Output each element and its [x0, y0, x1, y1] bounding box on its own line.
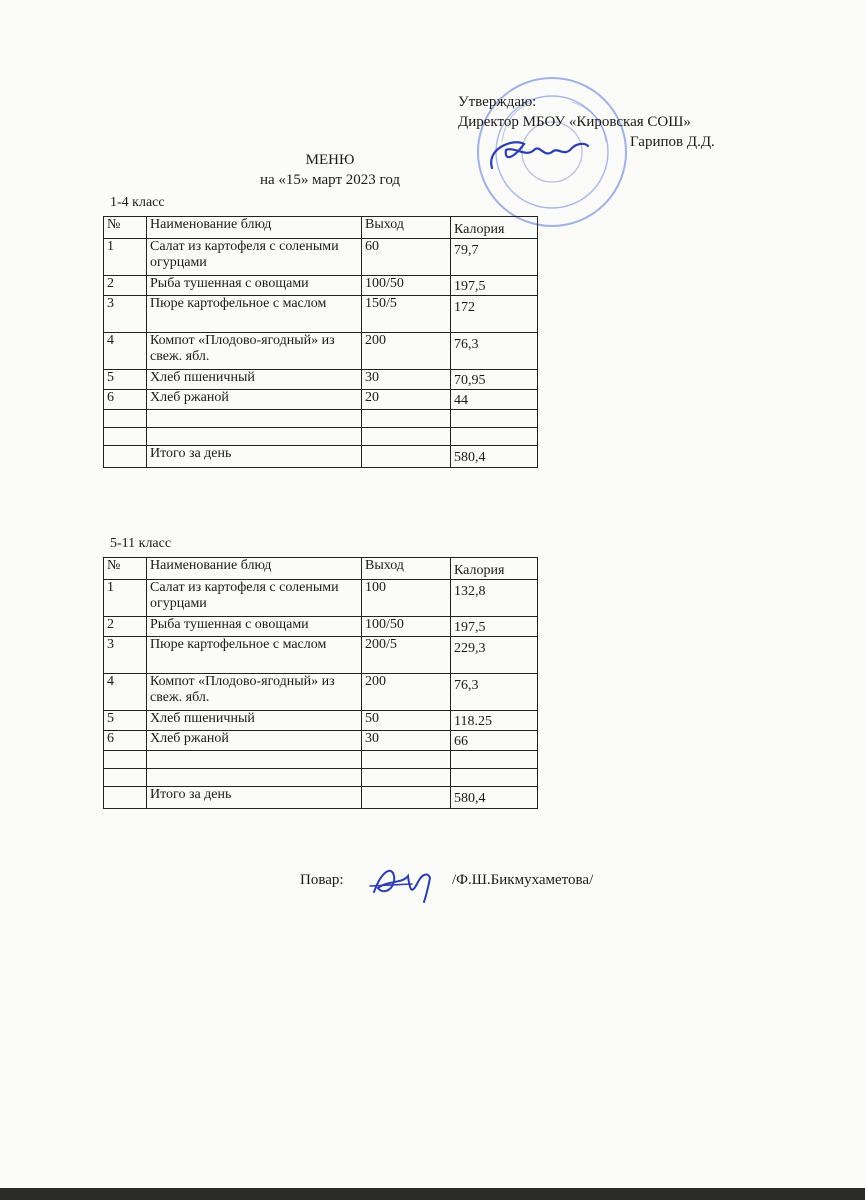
menu-table-5-11 — [103, 557, 538, 809]
header-num: № — [104, 217, 147, 239]
row-name: Хлеб ржаной — [147, 731, 362, 751]
table-row-empty — [104, 410, 538, 428]
row-num: 6 — [104, 731, 147, 751]
total-label: Итого за день — [147, 446, 362, 468]
row-name — [147, 410, 362, 428]
row-output — [362, 410, 451, 428]
row-num — [104, 751, 147, 769]
row-cal: 118.25 — [451, 711, 538, 731]
row-cal — [451, 769, 538, 787]
approval-director-name: Гарипов Д.Д. — [630, 134, 715, 150]
grade-label-5-11: 5-11 класс — [110, 536, 172, 551]
row-num — [104, 769, 147, 787]
row-name — [147, 769, 362, 787]
row-name: Пюре картофельное с маслом — [147, 296, 362, 333]
row-name: Рыба тушенная с овощами — [147, 617, 362, 637]
total-num — [104, 787, 147, 809]
row-num: 4 — [104, 674, 147, 711]
row-num: 1 — [104, 580, 147, 617]
table-row — [104, 580, 538, 617]
table-row — [104, 296, 538, 333]
cook-signature — [368, 862, 446, 904]
table-total-row — [104, 446, 538, 468]
row-num: 3 — [104, 637, 147, 674]
row-output — [362, 751, 451, 769]
table-row — [104, 674, 538, 711]
total-value: 580,4 — [451, 446, 538, 468]
row-output: 30 — [362, 731, 451, 751]
table-row — [104, 333, 538, 370]
row-name — [147, 428, 362, 446]
grade-label-1-4: 1-4 класс — [110, 195, 165, 210]
row-cal — [451, 410, 538, 428]
row-output: 200 — [362, 674, 451, 711]
row-num: 5 — [104, 711, 147, 731]
header-name: Наименование блюд — [147, 217, 362, 239]
row-cal: 70,95 — [451, 370, 538, 390]
approval-block — [458, 92, 715, 152]
table-row — [104, 617, 538, 637]
menu-table-1-4 — [103, 216, 538, 468]
total-value: 580,4 — [451, 787, 538, 809]
row-output: 150/5 — [362, 296, 451, 333]
row-name: Компот «Плодово-ягодный» из свеж. ябл. — [147, 674, 362, 711]
total-output — [362, 446, 451, 468]
table-total-row — [104, 787, 538, 809]
row-cal — [451, 751, 538, 769]
approval-line2: Директор МБОУ «Кировская СОШ» — [458, 114, 691, 130]
header-cal: Калория — [451, 217, 538, 239]
row-name: Рыба тушенная с овощами — [147, 276, 362, 296]
row-output: 200 — [362, 333, 451, 370]
row-cal: 132,8 — [451, 580, 538, 617]
row-num: 6 — [104, 390, 147, 410]
header-num: № — [104, 558, 147, 580]
page-title — [200, 150, 460, 190]
row-cal: 66 — [451, 731, 538, 751]
row-num: 2 — [104, 276, 147, 296]
row-name: Салат из картофеля с солеными огурцами — [147, 239, 362, 276]
header-output: Выход — [362, 558, 451, 580]
header-output: Выход — [362, 217, 451, 239]
row-name: Пюре картофельное с маслом — [147, 637, 362, 674]
total-output — [362, 787, 451, 809]
total-num — [104, 446, 147, 468]
row-name: Хлеб пшеничный — [147, 711, 362, 731]
row-output: 60 — [362, 239, 451, 276]
table-row — [104, 637, 538, 674]
header-name: Наименование блюд — [147, 558, 362, 580]
row-name: Хлеб ржаной — [147, 390, 362, 410]
row-num: 4 — [104, 333, 147, 370]
total-label: Итого за день — [147, 787, 362, 809]
table-header — [104, 558, 538, 580]
table-row — [104, 390, 538, 410]
row-output: 100/50 — [362, 617, 451, 637]
table-row — [104, 370, 538, 390]
table-row — [104, 731, 538, 751]
row-cal: 229,3 — [451, 637, 538, 674]
row-name: Салат из картофеля с солеными огурцами — [147, 580, 362, 617]
row-output — [362, 428, 451, 446]
row-num — [104, 428, 147, 446]
row-name — [147, 751, 362, 769]
row-cal: 197,5 — [451, 276, 538, 296]
table-row-empty — [104, 751, 538, 769]
scan-edge — [0, 1188, 865, 1200]
row-cal: 79,7 — [451, 239, 538, 276]
row-name: Компот «Плодово-ягодный» из свеж. ябл. — [147, 333, 362, 370]
row-num: 1 — [104, 239, 147, 276]
row-cal: 76,3 — [451, 674, 538, 711]
row-cal — [451, 428, 538, 446]
row-name: Хлеб пшеничный — [147, 370, 362, 390]
row-output — [362, 769, 451, 787]
row-output: 50 — [362, 711, 451, 731]
cook-label: Повар: — [300, 872, 344, 888]
approval-line1: Утверждаю: — [458, 94, 537, 110]
table-header — [104, 217, 538, 239]
row-num: 2 — [104, 617, 147, 637]
table-row — [104, 276, 538, 296]
row-output: 200/5 — [362, 637, 451, 674]
table-row-empty — [104, 769, 538, 787]
table-row — [104, 711, 538, 731]
row-cal: 76,3 — [451, 333, 538, 370]
row-num — [104, 410, 147, 428]
title-menu: МЕНЮ — [305, 152, 355, 168]
header-cal: Калория — [451, 558, 538, 580]
row-cal: 197,5 — [451, 617, 538, 637]
cook-name: /Ф.Ш.Бикмухаметова/ — [452, 872, 594, 888]
title-date: на «15» март 2023 год — [259, 172, 401, 188]
row-output: 100 — [362, 580, 451, 617]
row-num: 3 — [104, 296, 147, 333]
row-output: 100/50 — [362, 276, 451, 296]
row-cal: 44 — [451, 390, 538, 410]
row-num: 5 — [104, 370, 147, 390]
row-output: 20 — [362, 390, 451, 410]
row-cal: 172 — [451, 296, 538, 333]
row-output: 30 — [362, 370, 451, 390]
table-row — [104, 239, 538, 276]
table-row-empty — [104, 428, 538, 446]
